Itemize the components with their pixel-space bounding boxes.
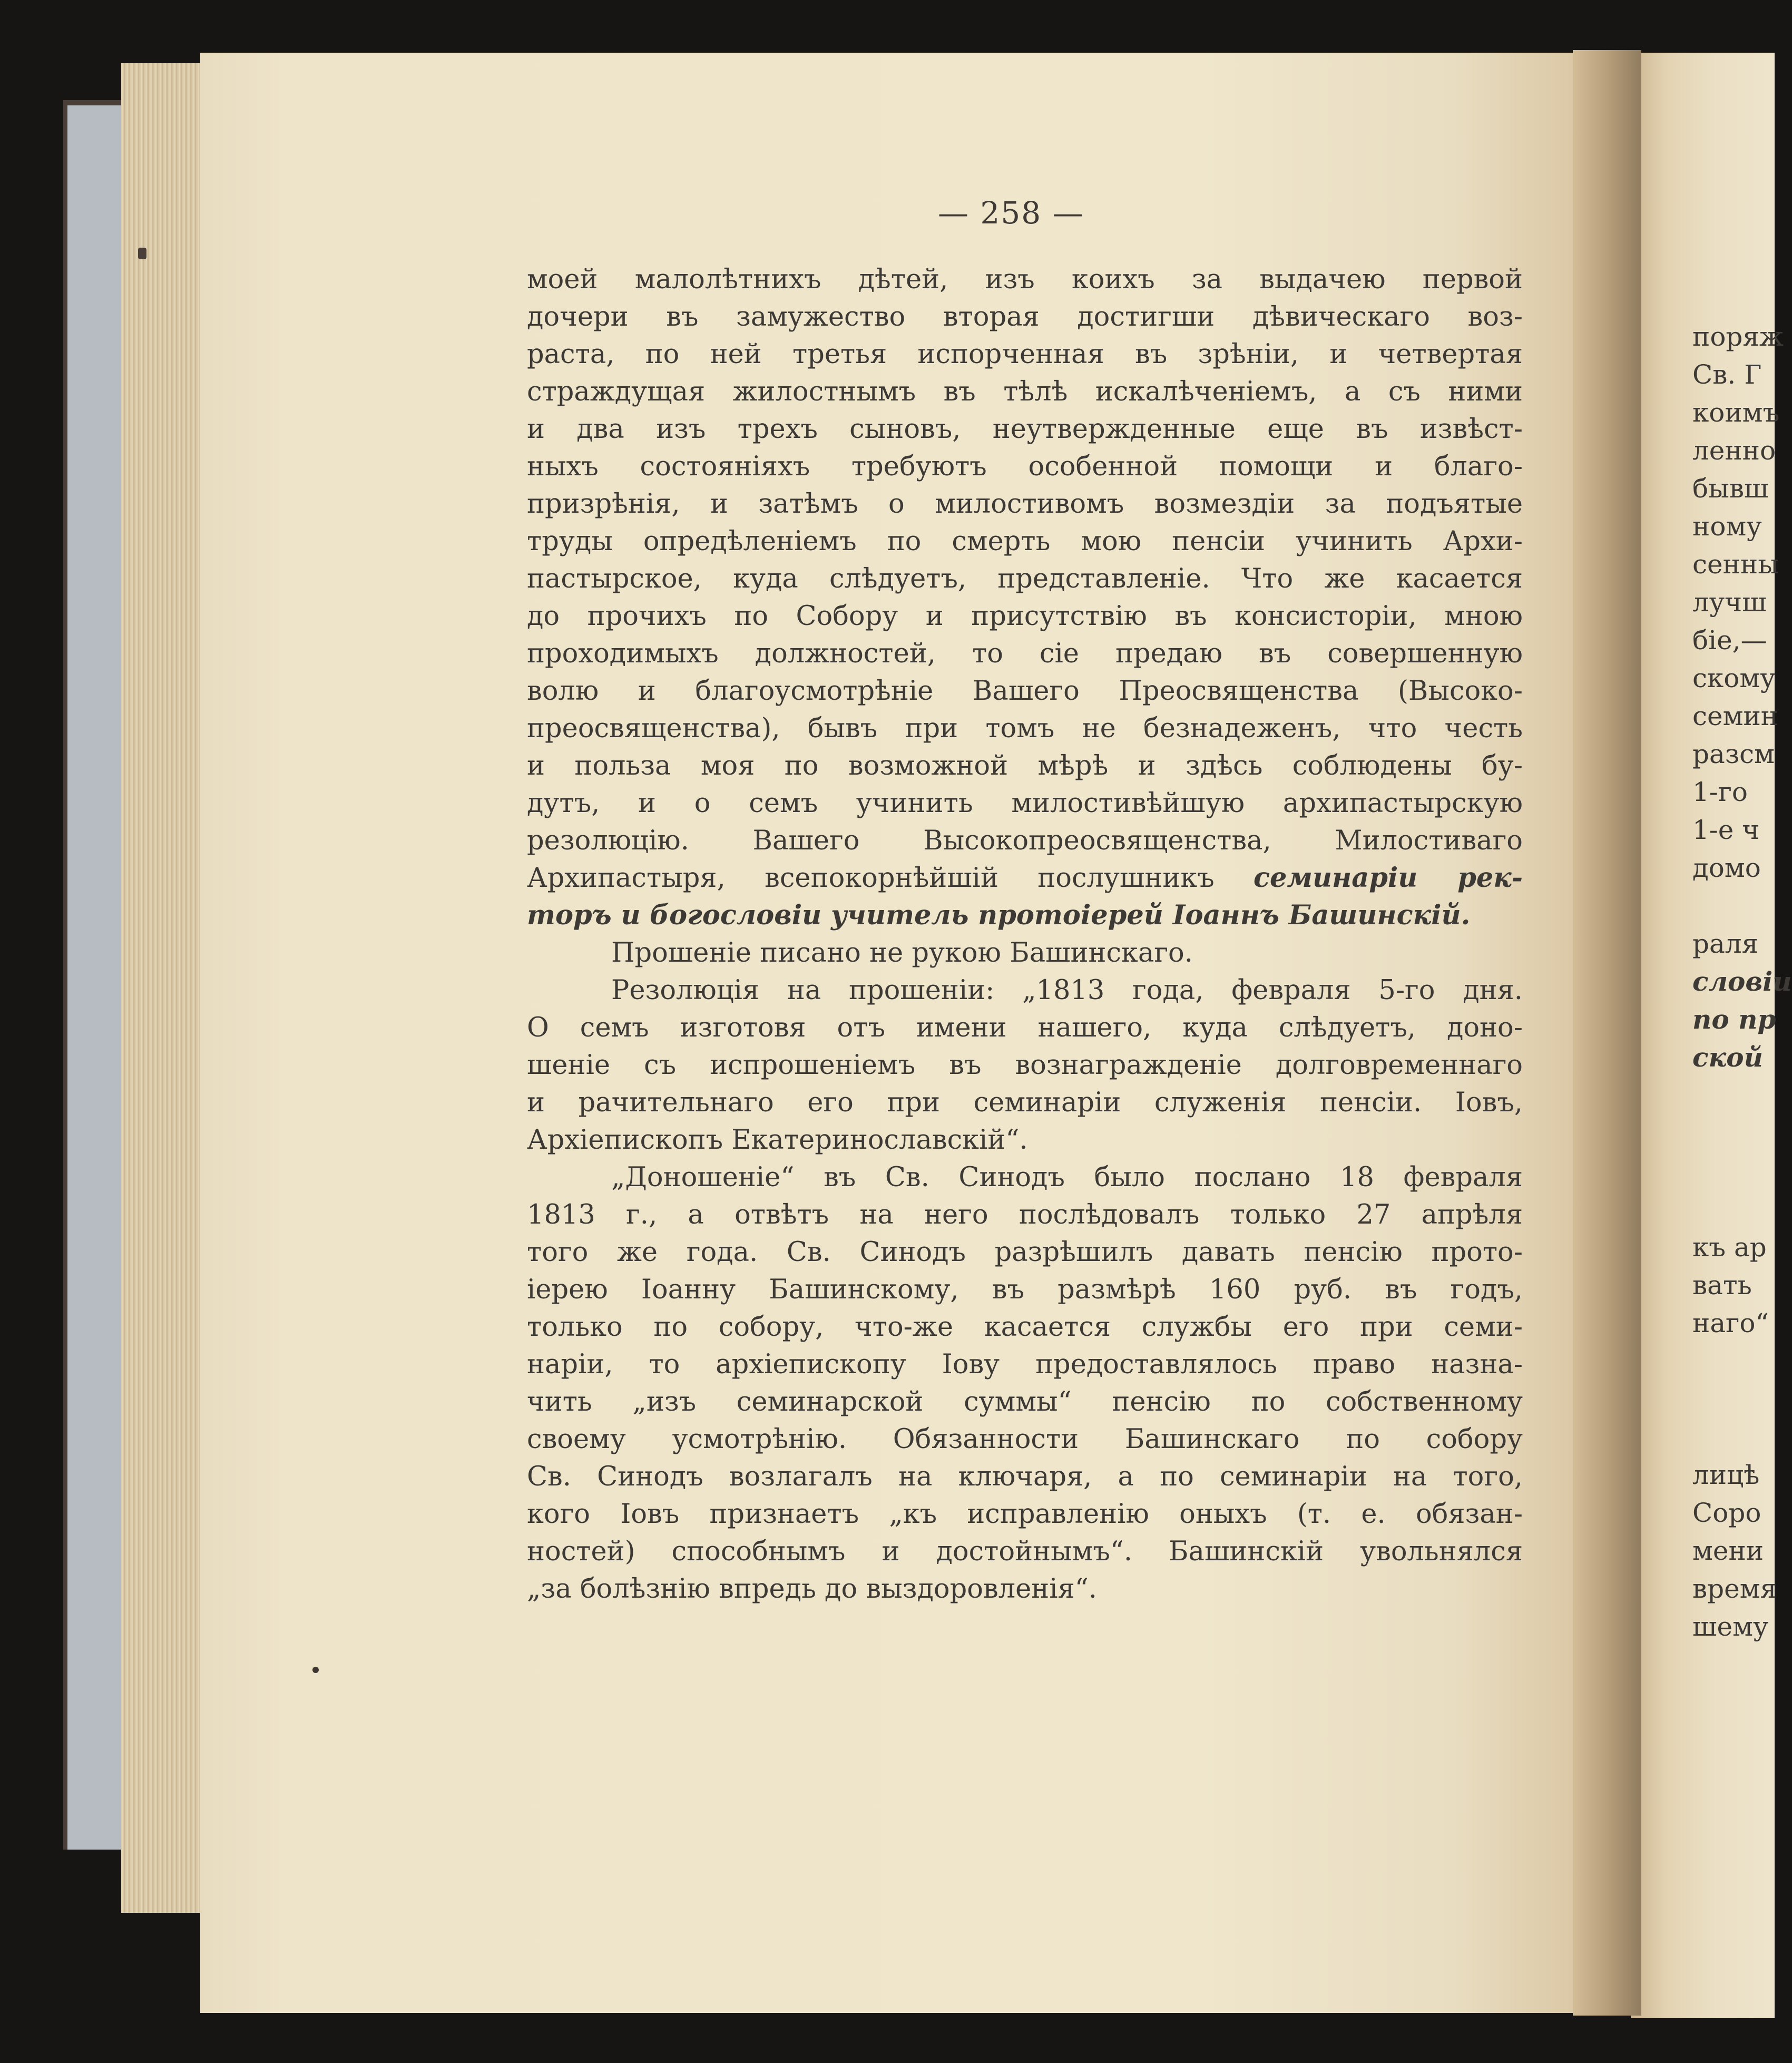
text-line (527, 373, 1523, 410)
book-page-stack (121, 63, 205, 1913)
text-segment: труды опредѣленіемъ по смерть мою пенсіи учинить Архи- (527, 526, 1523, 557)
text-segment: своему усмотрѣнію. Обязанности Башинскаго по собору (527, 1424, 1523, 1455)
text-segment: ныхъ состояніяхъ требуютъ особенной помощи и благо- (527, 451, 1523, 482)
right-text-line: 1-го (1692, 777, 1748, 807)
text-segment: Св. Синодъ возлагалъ на ключаря, а по семинаріи на того, (527, 1461, 1523, 1492)
text-line (527, 635, 1523, 672)
text-segment: іерею Іоанну Башинскому, въ размѣрѣ 160 руб. въ годъ, (527, 1274, 1523, 1305)
text-line (527, 710, 1523, 747)
text-segment: шеніе съ испрошеніемъ въ вознагражденіе долговременнаго (527, 1050, 1523, 1081)
margin-dot (312, 1667, 319, 1673)
left-page-text (527, 261, 1523, 1608)
right-text-line: шему (1692, 1611, 1769, 1642)
text-segment: того же года. Св. Синодъ разрѣшилъ давать пенсію прото- (527, 1237, 1523, 1268)
text-line (527, 1121, 1523, 1159)
right-text-line: по пр (1692, 1004, 1776, 1035)
right-text-line: коимъ (1692, 397, 1780, 428)
italic-segment: торъ и богословіи учитель протоіерей Іоаннъ Башинскій. (527, 899, 1471, 931)
text-line (527, 1458, 1523, 1495)
italic-segment: семинаріи рек- (1253, 862, 1523, 894)
text-segment: дутъ, и о семъ учинить милостивѣйшую архипастырскую (527, 788, 1523, 819)
right-text-line (1692, 1380, 1777, 1418)
right-text-line: лицѣ (1692, 1460, 1760, 1490)
text-line (527, 1084, 1523, 1121)
right-text-line: Соро (1692, 1498, 1761, 1528)
text-segment: и два изъ трехъ сыновъ, неутвержденные еще въ извѣст- (527, 414, 1523, 445)
right-text-line: мени (1692, 1536, 1764, 1566)
text-segment: дочери въ замужество вторая достигши дѣвическаго воз- (527, 301, 1523, 333)
right-text-line: біе,— (1692, 625, 1767, 656)
text-segment: „Доношеніе“ въ Св. Синодъ было послано 18 февраля (611, 1162, 1523, 1193)
text-line (527, 560, 1523, 598)
text-segment: кого Іовъ признаетъ „къ исправленію оныхъ (т. е. обязан- (527, 1499, 1523, 1530)
text-line (527, 336, 1523, 373)
text-line (527, 1383, 1523, 1421)
right-text-line: разсм (1692, 739, 1775, 769)
right-text-line: лучш (1692, 587, 1767, 618)
right-text-line (1692, 1114, 1777, 1152)
text-line (527, 1570, 1523, 1608)
text-segment: Прошеніе писано не рукою Башинскаго. (611, 937, 1193, 969)
text-line (527, 598, 1523, 635)
text-segment: призрѣнія, и затѣмъ о милостивомъ возмездіи за подъятые (527, 488, 1523, 520)
right-text-line: бывш (1692, 473, 1769, 504)
text-segment: раста, по ней третья испорченная въ зрѣніи, и четвертая (527, 339, 1523, 370)
text-line (527, 934, 1523, 972)
text-line (527, 261, 1523, 298)
right-text-line: словіи (1692, 966, 1792, 997)
text-line (527, 1196, 1523, 1234)
text-segment: Резолюція на прошеніи: „1813 года, февраля 5-го дня. (611, 975, 1523, 1006)
text-line (527, 1271, 1523, 1308)
right-text-line: раля (1692, 928, 1759, 959)
text-segment: пастырское, куда слѣдуетъ, представленіе. Что же касается (527, 563, 1523, 594)
text-line (527, 972, 1523, 1009)
right-text-line: 1-е ч (1692, 815, 1760, 845)
text-line (527, 785, 1523, 822)
right-text-line (1692, 1190, 1777, 1228)
right-text-line (1692, 1342, 1777, 1380)
text-segment: наріи, то архіепископу Іову предоставлялось право назна- (527, 1349, 1523, 1380)
right-page-text (1692, 318, 1792, 1646)
text-line (527, 1421, 1523, 1458)
text-line (527, 410, 1523, 448)
text-segment: и польза моя по возможной мѣрѣ и здѣсь соблюдены бу- (527, 750, 1523, 781)
text-line (527, 485, 1523, 523)
text-segment: Архіепископъ Екатеринославскій“. (527, 1125, 1028, 1156)
right-text-line: наго“ (1692, 1308, 1769, 1338)
text-segment: до прочихъ по Собору и присутствію въ консисторіи, мною (527, 601, 1523, 632)
text-segment: резолюцію. Вашего Высокопреосвященства, Милостиваго (527, 825, 1523, 856)
text-segment: ностей) способнымъ и достойнымъ“. Башинскій увольнялся (527, 1536, 1523, 1567)
right-text-line: скому (1692, 663, 1776, 693)
text-line (527, 523, 1523, 560)
text-segment: проходимыхъ должностей, то сіе предаю въ совершенную (527, 638, 1523, 669)
text-line (527, 747, 1523, 785)
right-text-line (1692, 1077, 1777, 1114)
text-line (527, 1009, 1523, 1047)
right-text-line: ской (1692, 1042, 1763, 1073)
text-segment: страждущая жилостнымъ въ тѣлѣ искалѣченіемъ, а съ ними (527, 376, 1523, 407)
text-segment: моей малолѣтнихъ дѣтей, изъ коихъ за выдачею первой (527, 264, 1523, 295)
right-text-line: домо (1692, 853, 1761, 883)
right-text-line: время (1692, 1573, 1777, 1604)
text-line (527, 897, 1523, 934)
text-line (527, 1159, 1523, 1196)
right-text-line: поряж (1692, 321, 1784, 352)
text-line (527, 1308, 1523, 1346)
text-segment: 1813 г., а отвѣтъ на него послѣдовалъ только 27 апрѣля (527, 1199, 1523, 1230)
right-text-line: Св. Г (1692, 359, 1762, 390)
bookmark-speck (138, 248, 146, 259)
text-segment: Архипастыря, всепокорнѣйшій послушникъ (527, 863, 1254, 894)
right-text-line: вать (1692, 1270, 1752, 1301)
text-segment: только по собору, что-же касается службы его при семи- (527, 1312, 1523, 1343)
text-line (527, 1495, 1523, 1533)
right-text-line (1692, 1418, 1777, 1456)
right-text-line (1692, 887, 1777, 925)
text-segment: и рачительнаго его при семинаріи служенія пенсіи. Іовъ, (527, 1087, 1523, 1118)
right-text-line (1692, 1152, 1777, 1190)
text-line (527, 1234, 1523, 1271)
text-line (527, 1346, 1523, 1383)
text-line (527, 859, 1523, 897)
right-text-line: ному (1692, 511, 1762, 542)
text-segment: преосвященства), бывъ при томъ не безнадеженъ, что честь (527, 713, 1523, 744)
text-line (527, 1047, 1523, 1084)
text-segment: волю и благоусмотрѣніе Вашего Преосвященства (Высоко- (527, 676, 1523, 707)
text-segment: чить „изъ семинарской суммы“ пенсію по собственному (527, 1386, 1523, 1417)
right-text-line: сенны (1692, 549, 1779, 580)
text-line (527, 448, 1523, 485)
text-line (527, 822, 1523, 859)
text-line (527, 298, 1523, 336)
text-line (527, 1533, 1523, 1570)
page-number: — 258 — (938, 195, 1084, 231)
text-line (527, 672, 1523, 710)
book-gutter (1573, 50, 1641, 2016)
text-segment: „за болѣзнію впредь до выздоровленія“. (527, 1573, 1098, 1605)
right-text-line: ленно (1692, 435, 1776, 466)
text-segment: О семъ изготовя отъ имени нашего, куда слѣдуетъ, доно- (527, 1012, 1523, 1043)
right-text-line: къ ар (1692, 1232, 1767, 1263)
right-text-line: семин (1692, 701, 1779, 731)
